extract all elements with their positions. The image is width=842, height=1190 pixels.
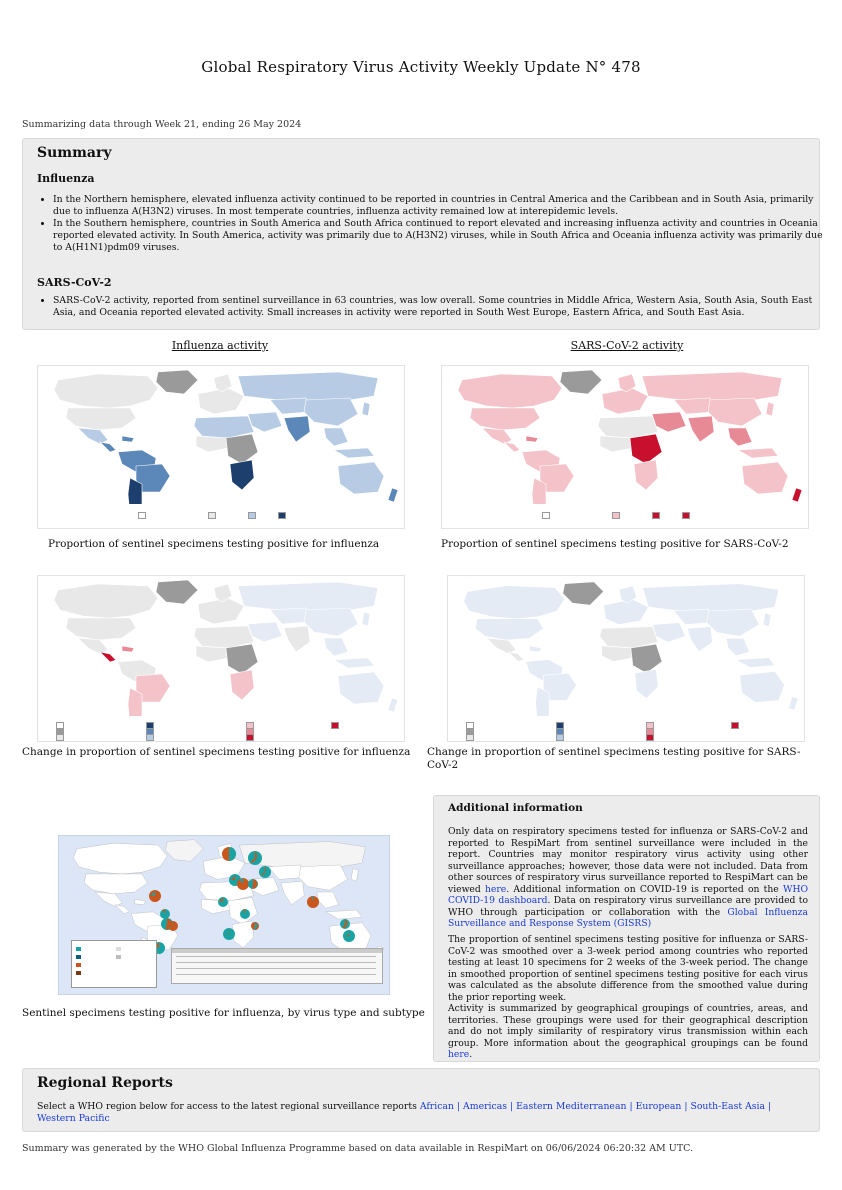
map-region-caribbean [530,646,542,652]
subtype-pie-marker [149,890,161,902]
map-region-australia [740,671,785,702]
map-region-indo [736,658,775,668]
map-region-central [100,652,116,662]
map-region-c_asia [674,609,711,625]
sars-activity-title: SARS-CoV-2 activity [570,339,684,352]
sars-bullets [37,295,825,319]
map-region-mexico [78,428,108,444]
map-region-c_africa [630,434,662,464]
subtype-pie-marker [251,922,259,930]
influenza-change-map [37,575,405,742]
map-region-central [100,442,116,452]
subtype-pie-marker [218,897,228,907]
map-region-greenland [563,582,604,605]
sars-proportion-caption: Proportion of sentinel specimens testing positive for SARS-CoV-2 [441,538,789,550]
map-region-central [504,442,520,452]
influenza-heading: Influenza [37,172,95,185]
influenza-proportion-map [37,365,405,529]
map-region-central [508,652,524,662]
map-region-russia [238,582,378,612]
sars-proportion-map [441,365,809,529]
subtype-caption: Sentinel specimens testing positive for influenza, by virus type and subtype [22,1007,425,1019]
map-region-greenland [156,370,198,394]
page-title: Global Respiratory Virus Activity Weekly Update N° 478 [201,58,641,76]
map-region-s_africa [634,460,658,490]
additional-info-heading: Additional information [448,802,583,814]
map-region-caribbean [122,646,134,652]
influenza-bullets [37,194,825,254]
map-region-w_africa [196,436,228,452]
subtype-table [171,948,383,984]
map-region-indo [334,448,374,458]
map-region-indo [334,658,374,668]
map-region-s_africa [230,460,254,490]
subtype-pie-marker [307,896,319,908]
legend-swatch-brown [76,971,81,975]
map-region-n_africa [194,626,254,648]
map-region-greenland [560,370,602,394]
map-region-s_africa [635,669,658,698]
map-region-c_asia [270,398,308,414]
covid-dashboard-link[interactable]: WHO COVID-19 dashboard [448,883,808,906]
map-region-europe [602,388,648,414]
map-region-indo [738,448,778,458]
legend-swatch-darkteal [76,955,81,959]
map-region-nz [388,698,398,712]
page-footer: Summary was generated by the WHO Global Influenza Programme based on data available in RespiMart on 06/06/2024 06:20:32 AM UTC. [22,1143,694,1154]
map-region-usa [66,408,136,430]
subtype-pie-marker [248,851,262,865]
sars-change-map [447,575,805,742]
map-region-russia [643,584,779,613]
additional-info-p1: Only data on respiratory specimens tested for influenza or SARS-CoV-2 and reported to RespiMart from sentinel surveillance were included in the report. Countries may monitor respiratory virus activity using other surveillance approaches; however, those data were not included. Data from other sources of respiratory virus surveillance reported to RespiMart can be viewed here. Additional information on COVID-19 is reported on the WHO COVID-19 dashboard. Data on respiratory virus surveillance are provided to WHO through participation or collaboration with the Global Influenza Surveillance and Response System (GISRS) [448,826,809,929]
map-region-s_asia [284,626,310,652]
additional-info-section [433,795,820,1062]
map-region-australia [338,672,384,704]
map-region-w_africa [602,646,633,662]
sars-heading: SARS-CoV-2 [37,276,112,289]
region-link-european[interactable]: European [635,1101,682,1112]
map-region-n_africa [600,627,658,648]
map-region-canada [458,374,562,408]
map-region-s_asia [687,627,712,652]
map-region-japan [763,613,771,627]
map-region-japan [766,402,774,416]
subtype-pie-marker [237,878,249,890]
map-region-usa [475,619,543,640]
map-region-australia [742,462,788,494]
subtype-pie-marker [168,921,178,931]
map-region-japan [362,612,370,626]
influenza-proportion-caption: Proportion of sentinel specimens testing positive for influenza [48,538,380,550]
map-region-mexico [482,428,512,444]
map-region-c_asia [270,608,308,624]
legend-swatch-grey2 [116,955,121,959]
map-region-russia [642,372,782,402]
map-region-usa [66,618,136,640]
map-region-se_asia [728,428,752,446]
regional-reports-heading: Regional Reports [37,1075,173,1091]
influenza-subtype-map [58,835,390,995]
legend-swatch-teal [76,947,81,951]
map-region-se_asia [324,428,348,446]
map-region-usa [470,408,540,430]
map-region-canada [54,374,158,408]
map-region-caribbean [526,436,538,442]
subtype-pie-marker [240,909,250,919]
map-region-russia [238,372,378,402]
map-region-china [707,609,760,636]
region-link-western-pacific[interactable]: Western Pacific [37,1113,110,1124]
map-region-canada [54,584,158,618]
subtype-pie-marker [222,847,236,861]
map-region-se_asia [324,638,348,656]
map-region-s_asia [284,416,310,442]
page-subtitle: Summarizing data through Week 21, ending 26 May 2024 [22,119,302,130]
map-region-australia [338,462,384,494]
map-region-greenland [156,580,198,604]
map-region-nz [388,488,398,502]
additional-info-p2: The proportion of sentinel specimens testing positive for influenza or SARS-CoV-2 was smoothed over a 3-week period among countries who reported testing at least 10 specimens for 2 weeks of the 3-week period. The change in smoothed proportion of sentinel specimens testing positive for each virus was calculated as the absolute difference from the smoothed value during the prior reporting week. [448,934,808,1003]
gisrs-link[interactable]: Global Influenza Surveillance and Response System (GISRS) [448,906,808,929]
influenza-bullet-2: • In the Southern hemisphere, countries in South America and South Africa continued to report elevated and increasing influenza activity and countries in Oceania reported elevated activity. In South America, activity was primarily due to A(H3N2) viruses, while in South Africa and Oceania influenza activity was primarily due to A(H1N1)pdm09 viruses. [53,218,825,254]
summary-section [22,138,823,330]
subtype-pie-marker [343,930,355,942]
regional-reports-text: Select a WHO region below for access to the latest regional surveillance reports African | Americas | Eastern Mediterranean | European | South-East Asia | Western Pacific [37,1101,772,1124]
map-region-china [304,608,358,636]
map-region-se_asia [726,638,749,656]
map-region-europe [198,388,244,414]
legend-swatch-grey [116,947,121,951]
legend-swatch-orange [76,963,81,967]
influenza-change-caption: Change in proportion of sentinel specimens testing positive for influenza [22,746,411,758]
subtype-pie-marker [223,928,235,940]
map-region-canada [464,586,565,619]
map-region-w_africa [600,436,632,452]
sars-change-caption: Change in proportion of sentinel specimens testing positive for SARS-CoV-2 [427,746,801,771]
map-region-n_africa [194,416,254,438]
map-region-nz [788,697,798,711]
map-region-c_africa [631,644,662,673]
map-region-s_africa [230,670,254,700]
subtype-pie-marker [248,879,258,889]
summary-heading: Summary [37,145,112,161]
map-region-c_africa [226,644,258,674]
subtype-legend-box [71,940,157,988]
region-link-eastern-mediterranean[interactable]: Eastern Mediterranean [516,1101,627,1112]
region-link-south-east-asia[interactable]: South-East Asia [690,1101,766,1112]
map-region-mexico [487,638,516,654]
sars-bullet-1: • SARS-CoV-2 activity, reported from sentinel surveillance in 63 countries, was low overall. Some countries in Middle Africa, Western Asia, South Asia, South East Asia, and Oceania reported elevated activity. Small increases in activity were reported in South West Europe, Eastern Africa, and South East Asia. [53,295,825,319]
map-region-c_africa [226,434,258,464]
map-region-japan [362,402,370,416]
map-region-caribbean [122,436,134,442]
subtype-pie-marker [340,919,350,929]
map-region-w_africa [196,646,228,662]
region-link-african[interactable]: African [419,1101,454,1112]
map-region-china [304,398,358,426]
map-region-china [708,398,762,426]
map-region-n_africa [598,416,658,438]
map-region-s_asia [688,416,714,442]
groupings-link[interactable]: here [448,1049,470,1060]
region-link-americas[interactable]: Americas [463,1101,508,1112]
respimart-link[interactable]: here [485,883,507,895]
influenza-activity-title: Influenza activity [171,339,269,352]
subtype-pie-marker [160,909,170,919]
map-region-europe [604,599,649,624]
subtype-pie-marker [259,866,271,878]
map-region-mexico [78,638,108,654]
map-region-c_asia [674,398,712,414]
additional-info-p3: Activity is summarized by geographical groupings of countries, areas, and territories. These groupings were used for their geographical description and do not imply similarity of respiratory virus transmission within each group. More information about the geographical groupings can be found here. [448,1003,808,1060]
influenza-bullet-1: • In the Northern hemisphere, elevated influenza activity continued to be reported in countries in Central America and the Caribbean and in South Asia, primarily due to influenza A(H3N2) viruses. In most temperate countries, influenza activity remained low at interepidemic levels. [53,194,825,218]
regional-reports-section [22,1068,820,1132]
map-region-europe [198,598,244,624]
map-region-nz [792,488,802,502]
